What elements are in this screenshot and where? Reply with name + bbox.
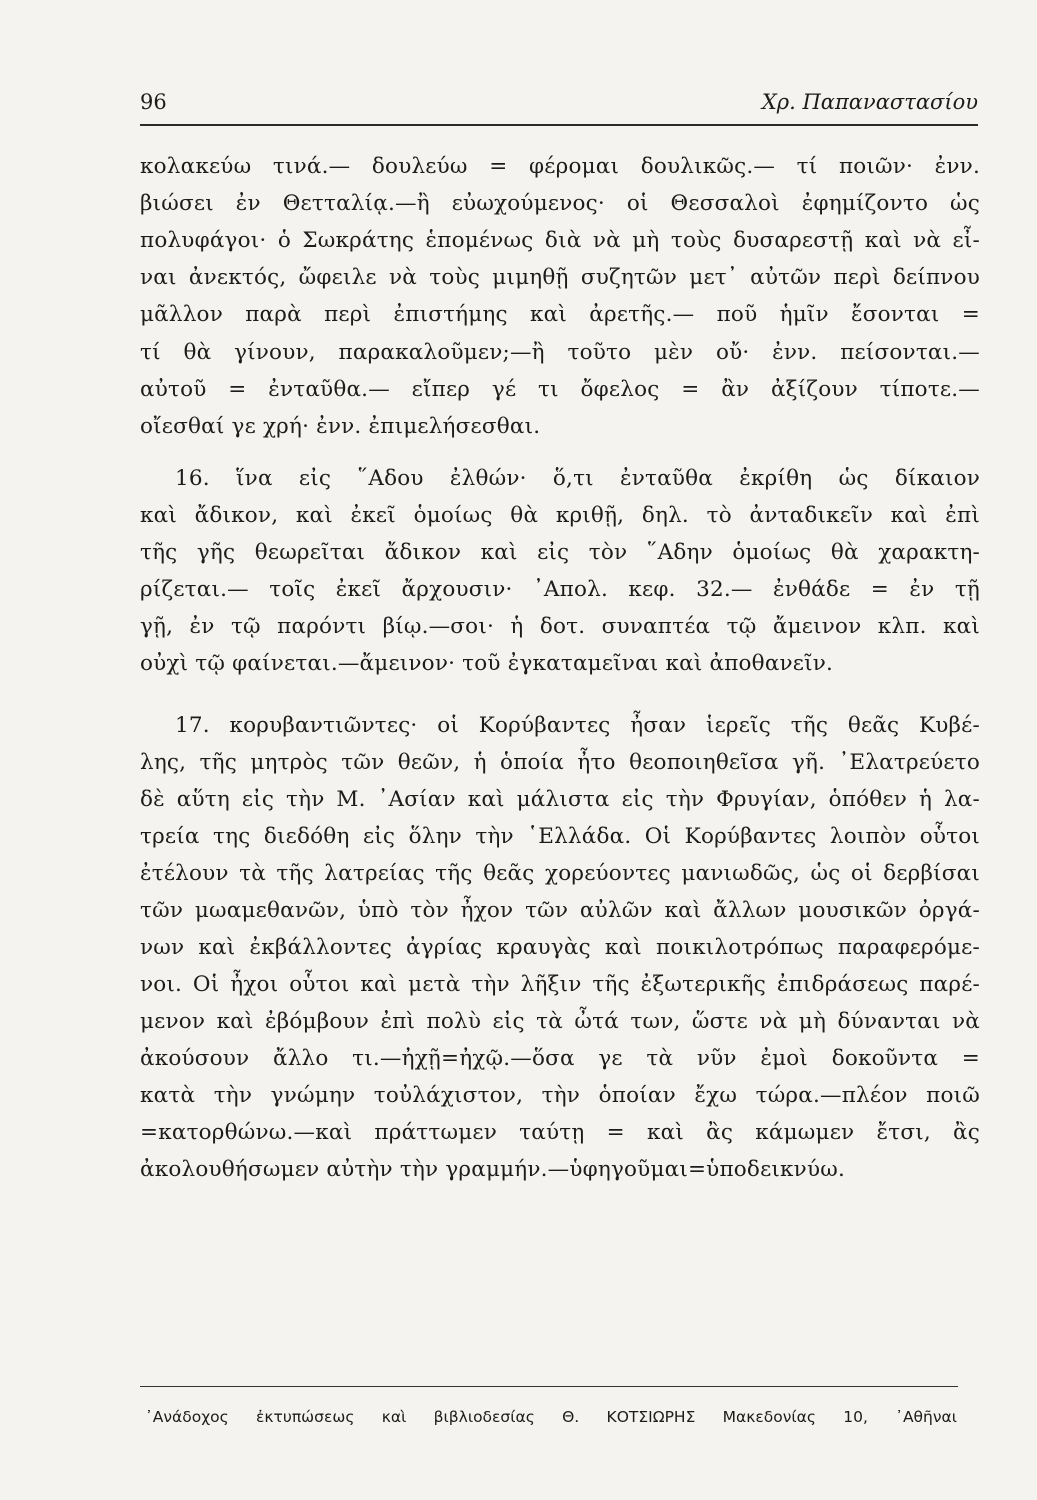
text-line: τρεία της διεδόθη εἰς ὅλην τὴν ῾Ελλάδα. Οἱ Κορύβαντες λοιπὸν οὗτοι <box>140 824 980 849</box>
text-line: αὐτοῦ = ἐνταῦθα.— εἴπερ γέ τι ὄφελος = ἂν ἀξίζουν τίποτε.— <box>140 377 980 402</box>
text-line: λης, τῆς μητρὸς τῶν θεῶν, ἡ ὁποία ἦτο θεοποιηθεῖσα γῆ. ᾿Ελατρεύετο <box>140 750 980 775</box>
text-line: καὶ ἄδικον, καὶ ἐκεῖ ὁμοίως θὰ κριθῇ, δηλ. τὸ ἀνταδικεῖν καὶ ἐπὶ <box>140 503 980 528</box>
text-line: οὐχὶ τῷ φαίνεται.—ἄμεινον· τοῦ ἐγκαταμεῖναι καὶ ἀποθανεῖν. <box>140 651 834 676</box>
text-line: ἀκολουθήσωμεν αὐτὴν τὴν γραμμήν.—ὑφηγοῦμαι=ὑποδεικνύω. <box>140 1157 845 1182</box>
text-line: βιώσει ἐν Θετταλίᾳ.—ἢ εὐωχούμενος· οἱ Θεσσαλοὶ ἐφημίζοντο ὡς <box>140 191 980 216</box>
text-line: κολακεύω τινά.— δουλεύω = φέρομαι δουλικῶς.— τί ποιῶν· ἐνν. <box>140 154 980 179</box>
footer-rule <box>140 1386 958 1387</box>
text-line: δὲ αὕτη εἰς τὴν Μ. ᾿Ασίαν καὶ μάλιστα εἰς τὴν Φρυγίαν, ὁπόθεν ἡ λα- <box>140 787 980 812</box>
text-line: τῆς γῆς θεωρεῖται ἄδικον καὶ εἰς τὸν ῞Αδην ὁμοίως θὰ χαρακτη- <box>140 540 980 565</box>
text-line: οἴεσθαί γε χρή· ἐνν. ἐπιμελήσεσθαι. <box>140 414 541 439</box>
text-line: ἀκούσουν ἄλλο τι.—ἠχῇ=ἠχῷ.—ὅσα γε τὰ νῦν ἐμοὶ δοκοῦντα = <box>140 1046 980 1071</box>
text-line: μᾶλλον παρὰ περὶ ἐπιστήμης καὶ ἀρετῆς.— ποῦ ἡμῖν ἔσονται = <box>140 302 980 327</box>
text-line: κατὰ τὴν γνώμην τοὐλάχιστον, τὴν ὁποίαν ἔχω τώρα.—πλέον ποιῶ <box>140 1083 980 1108</box>
text-line: ἐτέλουν τὰ τῆς λατρείας τῆς θεᾶς χορεύοντες μανιωδῶς, ὡς οἱ δερβίσαι <box>140 861 980 886</box>
page-number: 96 <box>140 90 167 114</box>
section-17-start: 17. κορυβαντιῶντες· οἱ Κορύβαντες ἦσαν ἱερεῖς τῆς θεᾶς Κυβέ- <box>175 713 980 738</box>
text-line: =κατορθώνω.—καὶ πράττωμεν ταύτῃ = καὶ ἂς κάμωμεν ἔτσι, ἂς <box>140 1120 980 1145</box>
section-16-start: 16. ἵνα εἰς ῞Αδου ἐλθών· ὅ,τι ἐνταῦθα ἐκρίθη ὡς δίκαιον <box>175 466 980 491</box>
text-line: τῶν μωαμεθανῶν, ὑπὸ τὸν ἦχον τῶν αὐλῶν καὶ ἄλλων μουσικῶν ὀργά- <box>140 898 980 923</box>
printer-imprint: ᾿Ανάδοχος ἐκτυπώσεως καὶ βιβλιοδεσίας Θ. ΚΟΤΣΙΩΡΗΣ Μακεδονίας 10, ᾿Αθῆναι <box>145 1408 957 1426</box>
running-head: Χρ. Παπαναστασίου <box>761 90 978 114</box>
text-line: τί θὰ γίνουν, παρακαλοῦμεν;—ἢ τοῦτο μὲν οὔ· ἐνν. πείσονται.— <box>140 340 980 365</box>
text-line: πολυφάγοι· ὁ Σωκράτης ἑπομένως διὰ νὰ μὴ τοὺς δυσαρεστῇ καὶ νὰ εἶ- <box>140 228 980 253</box>
text-line: ναι ἀνεκτός, ὤφειλε νὰ τοὺς μιμηθῇ συζητῶν μετ᾽ αὐτῶν περὶ δείπνου <box>140 265 980 290</box>
text-line: μενον καὶ ἐβόμβουν ἐπὶ πολὺ εἰς τὰ ὦτά των, ὥστε νὰ μὴ δύνανται νὰ <box>140 1009 980 1034</box>
text-line: νοι. Οἱ ἦχοι οὗτοι καὶ μετὰ τὴν λῆξιν τῆς ἐξωτερικῆς ἐπιδράσεως παρέ- <box>140 972 980 997</box>
text-line: ρίζεται.— τοῖς ἐκεῖ ἄρχουσιν· ᾿Απολ. κεφ. 32.— ἐνθάδε = ἐν τῇ <box>140 577 980 602</box>
text-line: γῇ, ἐν τῷ παρόντι βίῳ.—σοι· ἡ δοτ. συναπτέα τῷ ἄμεινον κλπ. καὶ <box>140 614 980 639</box>
text-line: νων καὶ ἐκβάλλοντες ἀγρίας κραυγὰς καὶ ποικιλοτρόπως παραφερόμε- <box>140 935 980 960</box>
page-header <box>140 88 978 126</box>
